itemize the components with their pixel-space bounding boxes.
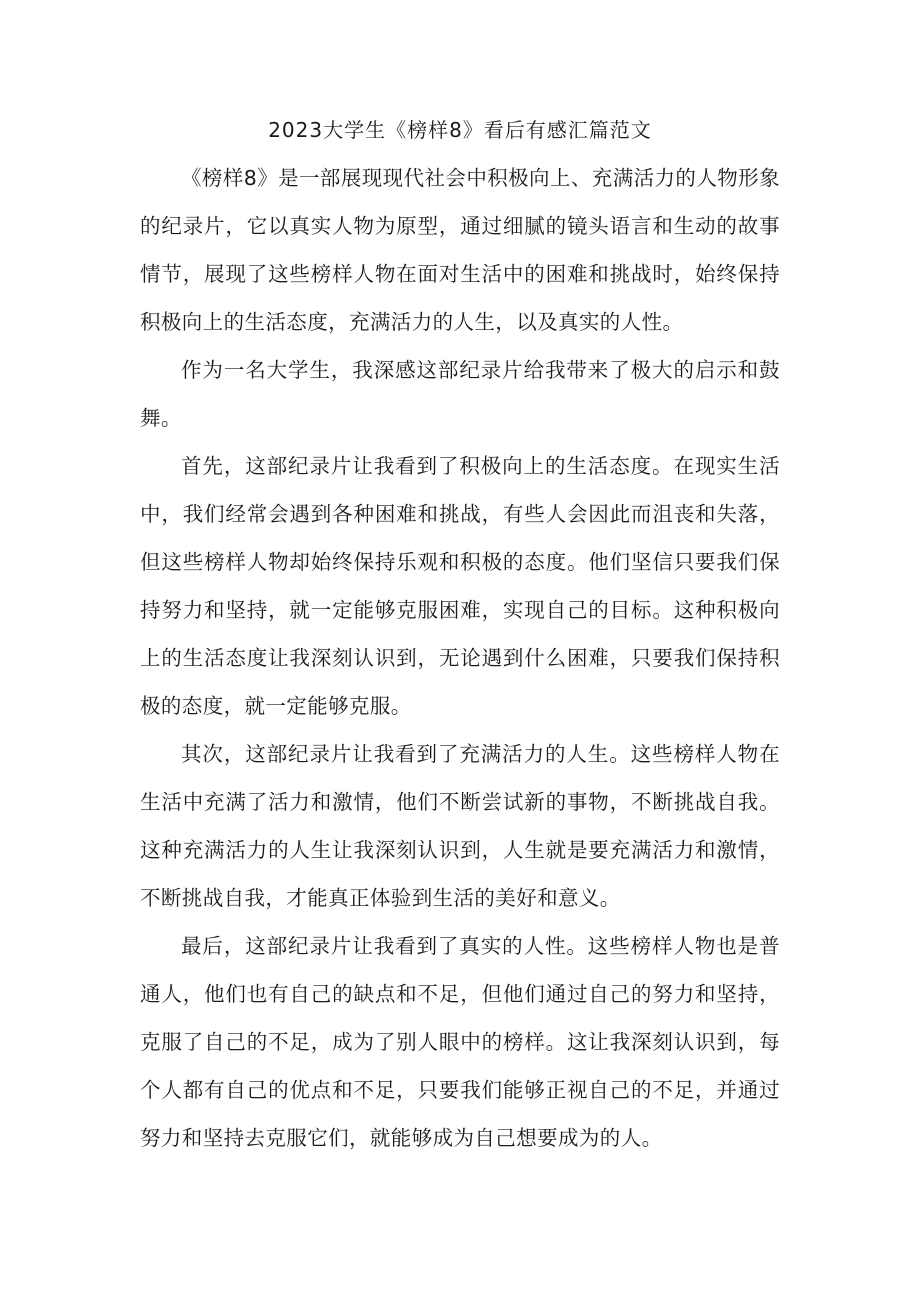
paragraph-intro: 《榜样8》是一部展现现代社会中积极向上、充满活力的人物形象的纪录片，它以真实人物为原型，通过细腻的镜头语言和生动的故事情节，展现了这些榜样人物在面对生活中的困难和挑战时，始终保持积极向上的生活态度，充满活力的人生，以及真实的人性。 [140, 166, 780, 334]
document-body [140, 154, 780, 1162]
paragraph-second-point: 其次，这部纪录片让我看到了充满活力的人生。这些榜样人物在生活中充满了活力和激情，他们不断尝试新的事物，不断挑战自我。这种充满活力的人生让我深刻认识到，人生就是要充满活力和激情，不断挑战自我，才能真正体验到生活的美好和意义。 [140, 742, 780, 910]
document-title: 2023大学生《榜样8》看后有感汇篇范文 [268, 118, 652, 142]
paragraph-first-point: 首先，这部纪录片让我看到了积极向上的生活态度。在现实生活中，我们经常会遇到各种困难和挑战，有些人会因此而沮丧和失落，但这些榜样人物却始终保持乐观和积极的态度。他们坚信只要我们保持努力和坚持，就一定能够克服困难，实现自己的目标。这种积极向上的生活态度让我深刻认识到，无论遇到什么困难，只要我们保持积极的态度，就一定能够克服。 [140, 454, 780, 718]
paragraph-reflection: 作为一名大学生，我深感这部纪录片给我带来了极大的启示和鼓舞。 [140, 358, 780, 430]
paragraph-third-point: 最后，这部纪录片让我看到了真实的人性。这些榜样人物也是普通人，他们也有自己的缺点和不足，但他们通过自己的努力和坚持，克服了自己的不足，成为了别人眼中的榜样。这让我深刻认识到，每个人都有自己的优点和不足，只要我们能够正视自己的不足，并通过努力和坚持去克服它们，就能够成为自己想要成为的人。 [140, 934, 780, 1150]
